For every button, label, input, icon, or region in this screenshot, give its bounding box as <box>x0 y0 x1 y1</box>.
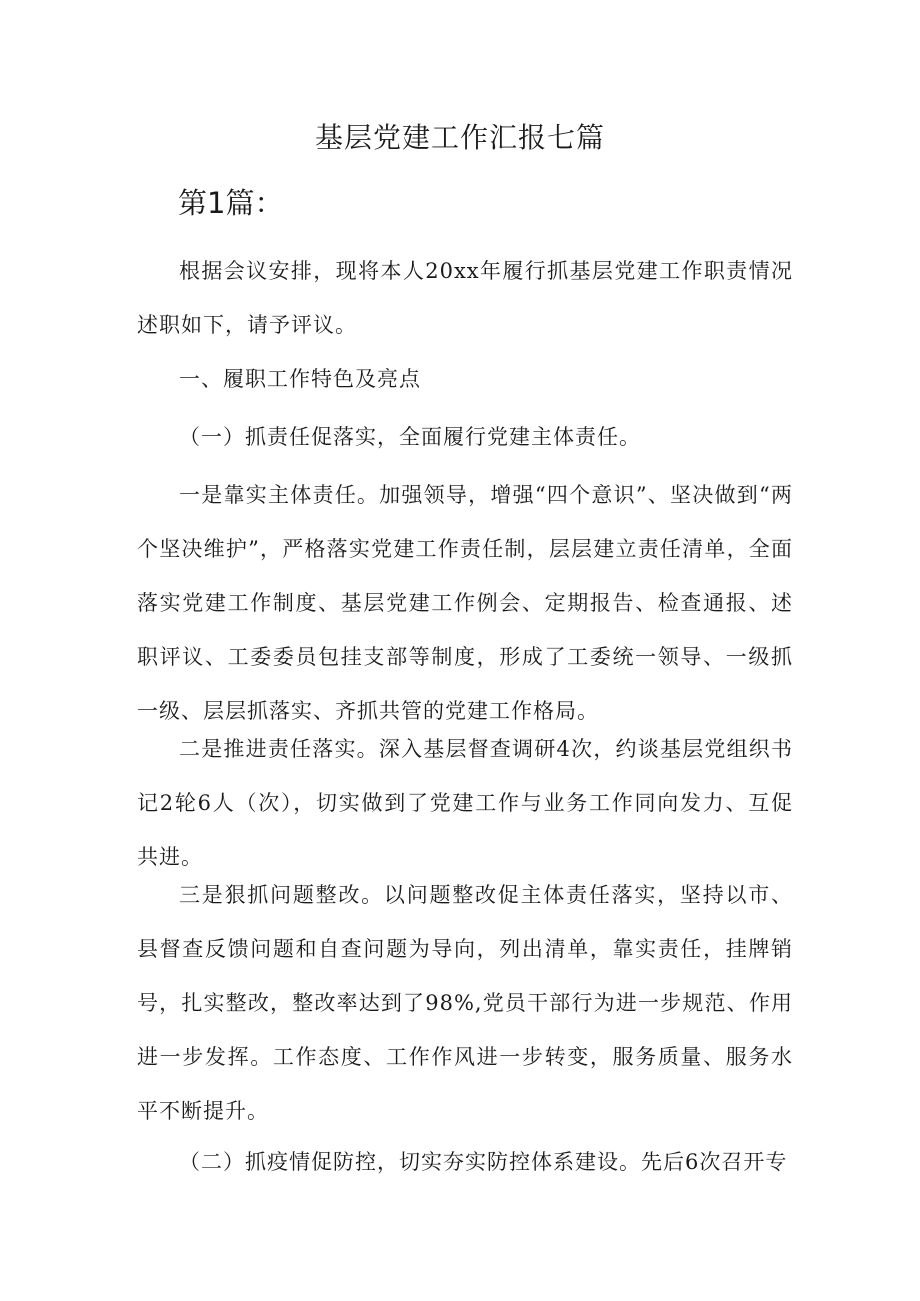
heading-1: 一、履职工作特色及亮点 <box>179 367 421 391</box>
heading-1-2-paragraph: （二）抓疫情促防控，切实夯实防控体系建设。先后6次召开专 <box>179 1150 788 1174</box>
point-1-paragraph: 一是靠实主体责任。加强领导，增强“四个意识”、坚决做到“两个坚决维护”，严格落实党建工作责任制，层层建立责任清单，全面落实党建工作制度、基层党建工作例会、定期报告、检查通报、述职评议、工委委员包挂支部等制度，形成了工委统一领导、一级抓一级、层层抓落实、齐抓共管的党建工作格局。 <box>137 483 793 723</box>
heading-1-1: （一）抓责任促落实，全面履行党建主体责任。 <box>179 425 641 449</box>
point-2-paragraph: 二是推进责任落实。深入基层督查调研4次，约谈基层党组织书记2轮6人（次），切实做到了党建工作与业务工作同向发力、互促共进。 <box>137 737 793 869</box>
section-heading: 第1篇： <box>178 186 284 220</box>
document-title: 基层党建工作汇报七篇 <box>314 121 605 154</box>
point-3-paragraph: 三是狠抓问题整改。以问题整改促主体责任落实，坚持以市、县督查反馈问题和自查问题为导向，列出清单，靠实责任，挂牌销号，扎实整改，整改率达到了98%,党员干部行为进一步规范、作用进一步发挥。工作态度、工作作风进一步转变，服务质量、服务水平不断提升。 <box>137 883 793 1123</box>
intro-paragraph: 根据会议安排，现将本人20xx年履行抓基层党建工作职责情况述职如下，请予评议。 <box>137 259 793 337</box>
